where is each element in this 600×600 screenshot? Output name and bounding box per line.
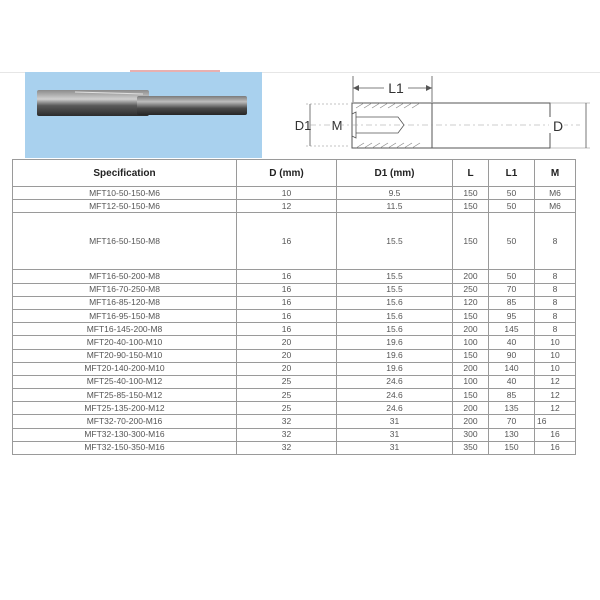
table-row — [13, 270, 576, 283]
cell-l1: 50 — [489, 187, 535, 200]
cell-m: M6 — [535, 187, 576, 200]
cell-d: 16 — [237, 213, 337, 270]
cell-specification: MFT20-40-100-M10 — [13, 336, 237, 349]
cell-l: 200 — [453, 323, 489, 336]
label-d: D — [552, 118, 564, 134]
cell-m: 10 — [535, 349, 576, 362]
table-row — [13, 323, 576, 336]
table-row — [13, 187, 576, 200]
cell-l: 150 — [453, 309, 489, 322]
cell-l: 200 — [453, 362, 489, 375]
cell-d1: 11.5 — [337, 200, 453, 213]
cell-l: 150 — [453, 213, 489, 270]
label-l1: L1 — [388, 80, 404, 96]
cell-l1: 150 — [489, 441, 535, 454]
cell-l: 200 — [453, 270, 489, 283]
cell-d1: 15.5 — [337, 213, 453, 270]
cell-d: 25 — [237, 389, 337, 402]
table-row — [13, 336, 576, 349]
cell-specification: MFT16-85-120-M8 — [13, 296, 237, 309]
cell-l: 120 — [453, 296, 489, 309]
cell-d: 16 — [237, 296, 337, 309]
cell-d: 16 — [237, 323, 337, 336]
cell-l1: 50 — [489, 270, 535, 283]
cell-d1: 24.6 — [337, 402, 453, 415]
cell-l1: 145 — [489, 323, 535, 336]
cell-specification: MFT20-90-150-M10 — [13, 349, 237, 362]
cell-l1: 140 — [489, 362, 535, 375]
cell-d1: 9.5 — [337, 187, 453, 200]
cell-specification: MFT32-150-350-M16 — [13, 441, 237, 454]
header-d1-mm: D1 (mm) — [337, 160, 453, 187]
tool-illustration — [25, 72, 262, 158]
cell-d1: 15.5 — [337, 283, 453, 296]
cell-d: 16 — [237, 309, 337, 322]
label-d1: D1 — [294, 118, 312, 133]
cell-d: 32 — [237, 415, 337, 428]
cell-specification: MFT25-40-100-M12 — [13, 375, 237, 388]
cell-d: 25 — [237, 402, 337, 415]
cell-d1: 15.6 — [337, 296, 453, 309]
cell-m: 10 — [535, 336, 576, 349]
cell-d: 16 — [237, 270, 337, 283]
cell-m: 8 — [535, 296, 576, 309]
cell-specification: MFT25-85-150-M12 — [13, 389, 237, 402]
specification-table — [12, 159, 576, 455]
cell-d1: 31 — [337, 428, 453, 441]
header-l: L — [453, 160, 489, 187]
cell-l: 200 — [453, 402, 489, 415]
cell-d: 12 — [237, 200, 337, 213]
table-row — [13, 200, 576, 213]
cell-m: 16 — [535, 415, 576, 428]
table-row — [13, 389, 576, 402]
cell-l1: 130 — [489, 428, 535, 441]
cell-l: 350 — [453, 441, 489, 454]
cell-specification: MFT16-70-250-M8 — [13, 283, 237, 296]
table-row — [13, 309, 576, 322]
cell-d1: 19.6 — [337, 336, 453, 349]
cell-l: 150 — [453, 389, 489, 402]
cell-l1: 50 — [489, 213, 535, 270]
technical-drawing — [290, 72, 600, 158]
table-body — [13, 187, 576, 455]
label-m: M — [331, 118, 343, 133]
cell-d1: 24.6 — [337, 389, 453, 402]
cell-l1: 40 — [489, 375, 535, 388]
cell-l: 100 — [453, 336, 489, 349]
cell-specification: MFT16-50-150-M8 — [13, 213, 237, 270]
cell-d: 10 — [237, 187, 337, 200]
cell-l1: 50 — [489, 200, 535, 213]
cell-m: 10 — [535, 362, 576, 375]
cell-d1: 24.6 — [337, 375, 453, 388]
cell-m: 12 — [535, 389, 576, 402]
cell-l1: 85 — [489, 296, 535, 309]
header-l1: L1 — [489, 160, 535, 187]
cell-l: 150 — [453, 187, 489, 200]
cell-d: 20 — [237, 362, 337, 375]
cell-l: 300 — [453, 428, 489, 441]
cell-l1: 70 — [489, 283, 535, 296]
cell-m: M6 — [535, 200, 576, 213]
cell-d: 32 — [237, 441, 337, 454]
table-row — [13, 402, 576, 415]
cell-m: 16 — [535, 441, 576, 454]
table-row — [13, 415, 576, 428]
cell-l: 250 — [453, 283, 489, 296]
cell-l1: 70 — [489, 415, 535, 428]
cell-specification: MFT32-70-200-M16 — [13, 415, 237, 428]
cell-d1: 31 — [337, 415, 453, 428]
table-row — [13, 428, 576, 441]
cell-l: 100 — [453, 375, 489, 388]
table-row — [13, 213, 576, 270]
tool-head-section — [352, 103, 432, 148]
cell-d: 32 — [237, 428, 337, 441]
table-row — [13, 441, 576, 454]
cell-d1: 15.6 — [337, 323, 453, 336]
cell-l: 150 — [453, 200, 489, 213]
header-specification: Specification — [13, 160, 237, 187]
tool-shank — [432, 103, 550, 148]
cell-d1: 15.5 — [337, 270, 453, 283]
cell-d1: 19.6 — [337, 362, 453, 375]
table-row — [13, 362, 576, 375]
cell-m: 12 — [535, 375, 576, 388]
cell-specification: MFT32-130-300-M16 — [13, 428, 237, 441]
cell-l: 150 — [453, 349, 489, 362]
cell-d1: 19.6 — [337, 349, 453, 362]
header-d-mm: D (mm) — [237, 160, 337, 187]
cell-l1: 90 — [489, 349, 535, 362]
cell-specification: MFT16-95-150-M8 — [13, 309, 237, 322]
cell-m: 8 — [535, 309, 576, 322]
cell-specification: MFT16-145-200-M8 — [13, 323, 237, 336]
cell-l1: 95 — [489, 309, 535, 322]
cell-m: 12 — [535, 402, 576, 415]
cell-d: 20 — [237, 336, 337, 349]
cell-l: 200 — [453, 415, 489, 428]
cell-m: 8 — [535, 270, 576, 283]
cell-m: 8 — [535, 213, 576, 270]
cell-specification: MFT12-50-150-M6 — [13, 200, 237, 213]
cell-d: 25 — [237, 375, 337, 388]
table-row — [13, 375, 576, 388]
cell-m: 16 — [535, 428, 576, 441]
product-photo — [25, 72, 262, 158]
table-row — [13, 349, 576, 362]
cell-d1: 31 — [337, 441, 453, 454]
header-row — [13, 160, 576, 187]
cell-d: 16 — [237, 283, 337, 296]
cell-d: 20 — [237, 349, 337, 362]
cell-l1: 135 — [489, 402, 535, 415]
cell-l1: 85 — [489, 389, 535, 402]
header-m: M — [535, 160, 576, 187]
table-header — [13, 160, 576, 187]
cell-specification: MFT16-50-200-M8 — [13, 270, 237, 283]
table-row — [13, 283, 576, 296]
cell-m: 8 — [535, 283, 576, 296]
cell-specification: MFT25-135-200-M12 — [13, 402, 237, 415]
cell-d1: 15.6 — [337, 309, 453, 322]
table-row — [13, 296, 576, 309]
cell-l1: 40 — [489, 336, 535, 349]
cell-specification: MFT20-140-200-M10 — [13, 362, 237, 375]
cell-m: 8 — [535, 323, 576, 336]
cell-specification: MFT10-50-150-M6 — [13, 187, 237, 200]
